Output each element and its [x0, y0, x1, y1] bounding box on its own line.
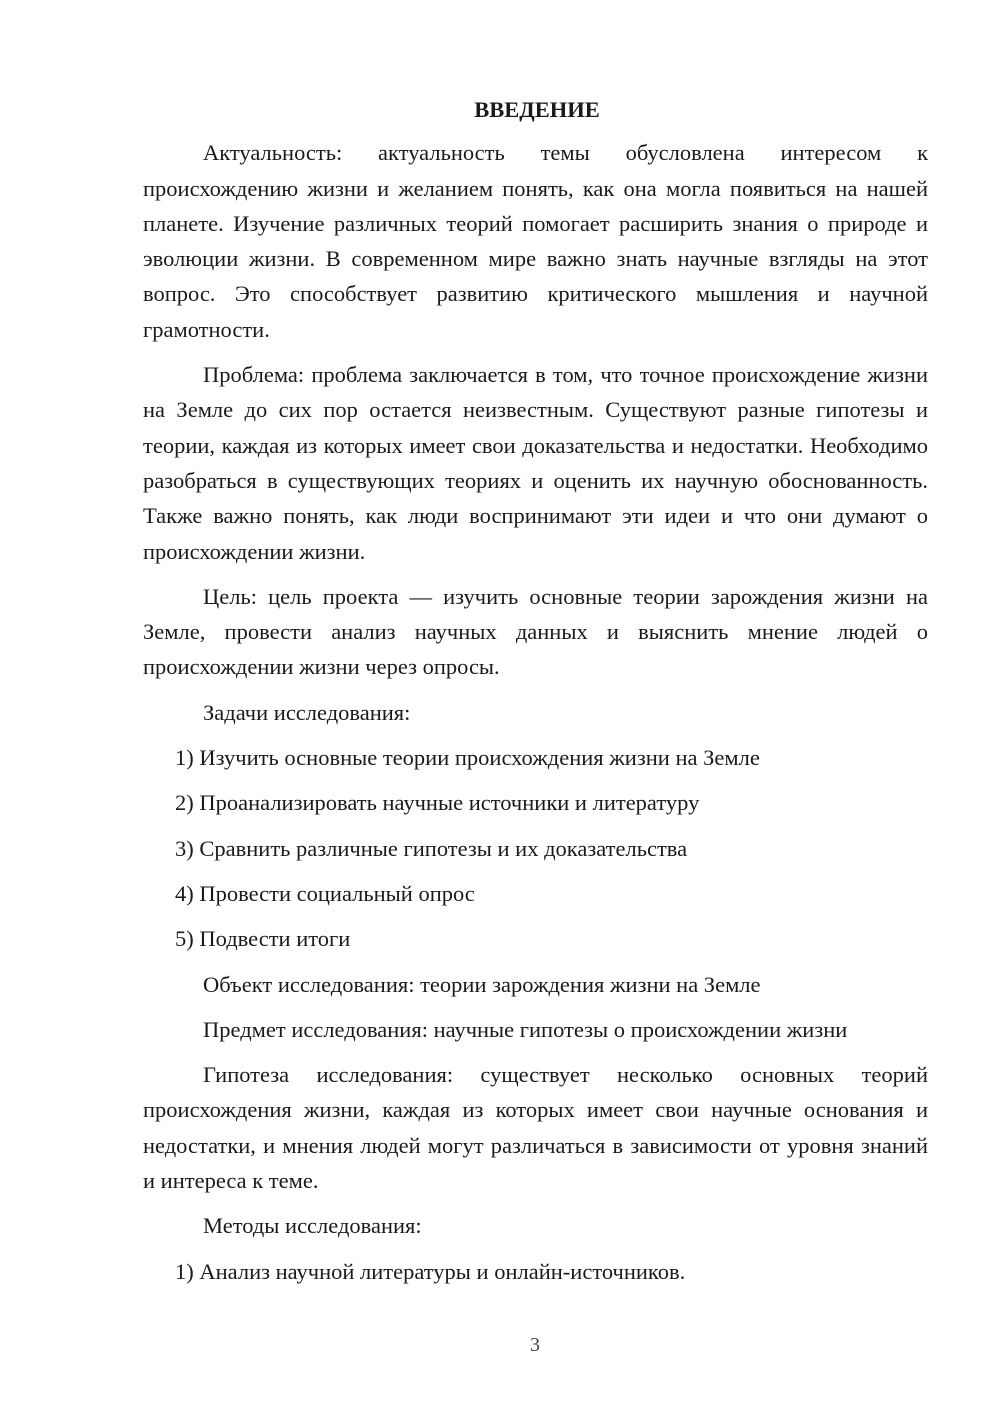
hypothesis-paragraph: Гипотеза исследования: существует несколько основных теорий происхождения жизни, каждая из которых имеет свои научные основания и недостатки, и мнения людей могут различаться в зависимости от уровня знаний и интереса к теме. — [143, 1062, 928, 1194]
object-line: Объект исследования: теории зарождения жизни на Земле — [203, 971, 761, 997]
task-item: 3) Сравнить различные гипотезы и их доказательства — [175, 835, 688, 861]
task-item: 5) Подвести итоги — [175, 926, 351, 952]
methods-list — [143, 1254, 928, 1289]
tasks-heading: Задачи исследования: — [203, 699, 411, 725]
task-item: 4) Провести социальный опрос — [175, 880, 475, 906]
relevance-paragraph: Актуальность: актуальность темы обусловлена интересом к происхождению жизни и желанием понять, как она могла появиться на нашей планете. Изучение различных теорий помогает расширить знания о природе и эволюции жизни. В современном мире важно знать научные взгляды на этот вопрос. Это способствует развитию критического мышления и научной грамотности. — [143, 140, 928, 342]
page-content — [143, 92, 928, 1299]
goal-paragraph: Цель: цель проекта — изучить основные теории зарождения жизни на Земле, провести анализ научных данных и выяснить мнение людей о происхождении жизни через опросы. — [143, 583, 928, 680]
task-item: 2) Проанализировать научные источники и литературу — [175, 790, 700, 816]
method-item: 1) Анализ научной литературы и онлайн-источников. — [175, 1258, 686, 1284]
subject-line: Предмет исследования: научные гипотезы о происхождении жизни — [203, 1016, 848, 1042]
page-number: 3 — [530, 1334, 540, 1356]
problem-paragraph: Проблема: проблема заключается в том, что точное происхождение жизни на Земле до сих пор остается неизвестным. Существуют разные гипотезы и теории, каждая из которых имеет свои доказательства и недостатки. Необходимо разобраться в существующих теориях и оценить их научную обоснованность. Также важно понять, как люди воспринимают эти идеи и что они думают о происхождении жизни. — [143, 362, 928, 564]
tasks-list — [143, 740, 928, 956]
methods-heading: Методы исследования: — [203, 1213, 422, 1239]
section-title: ВВЕДЕНИЕ — [474, 97, 600, 122]
task-item: 1) Изучить основные теории происхождения жизни на Земле — [175, 745, 760, 771]
